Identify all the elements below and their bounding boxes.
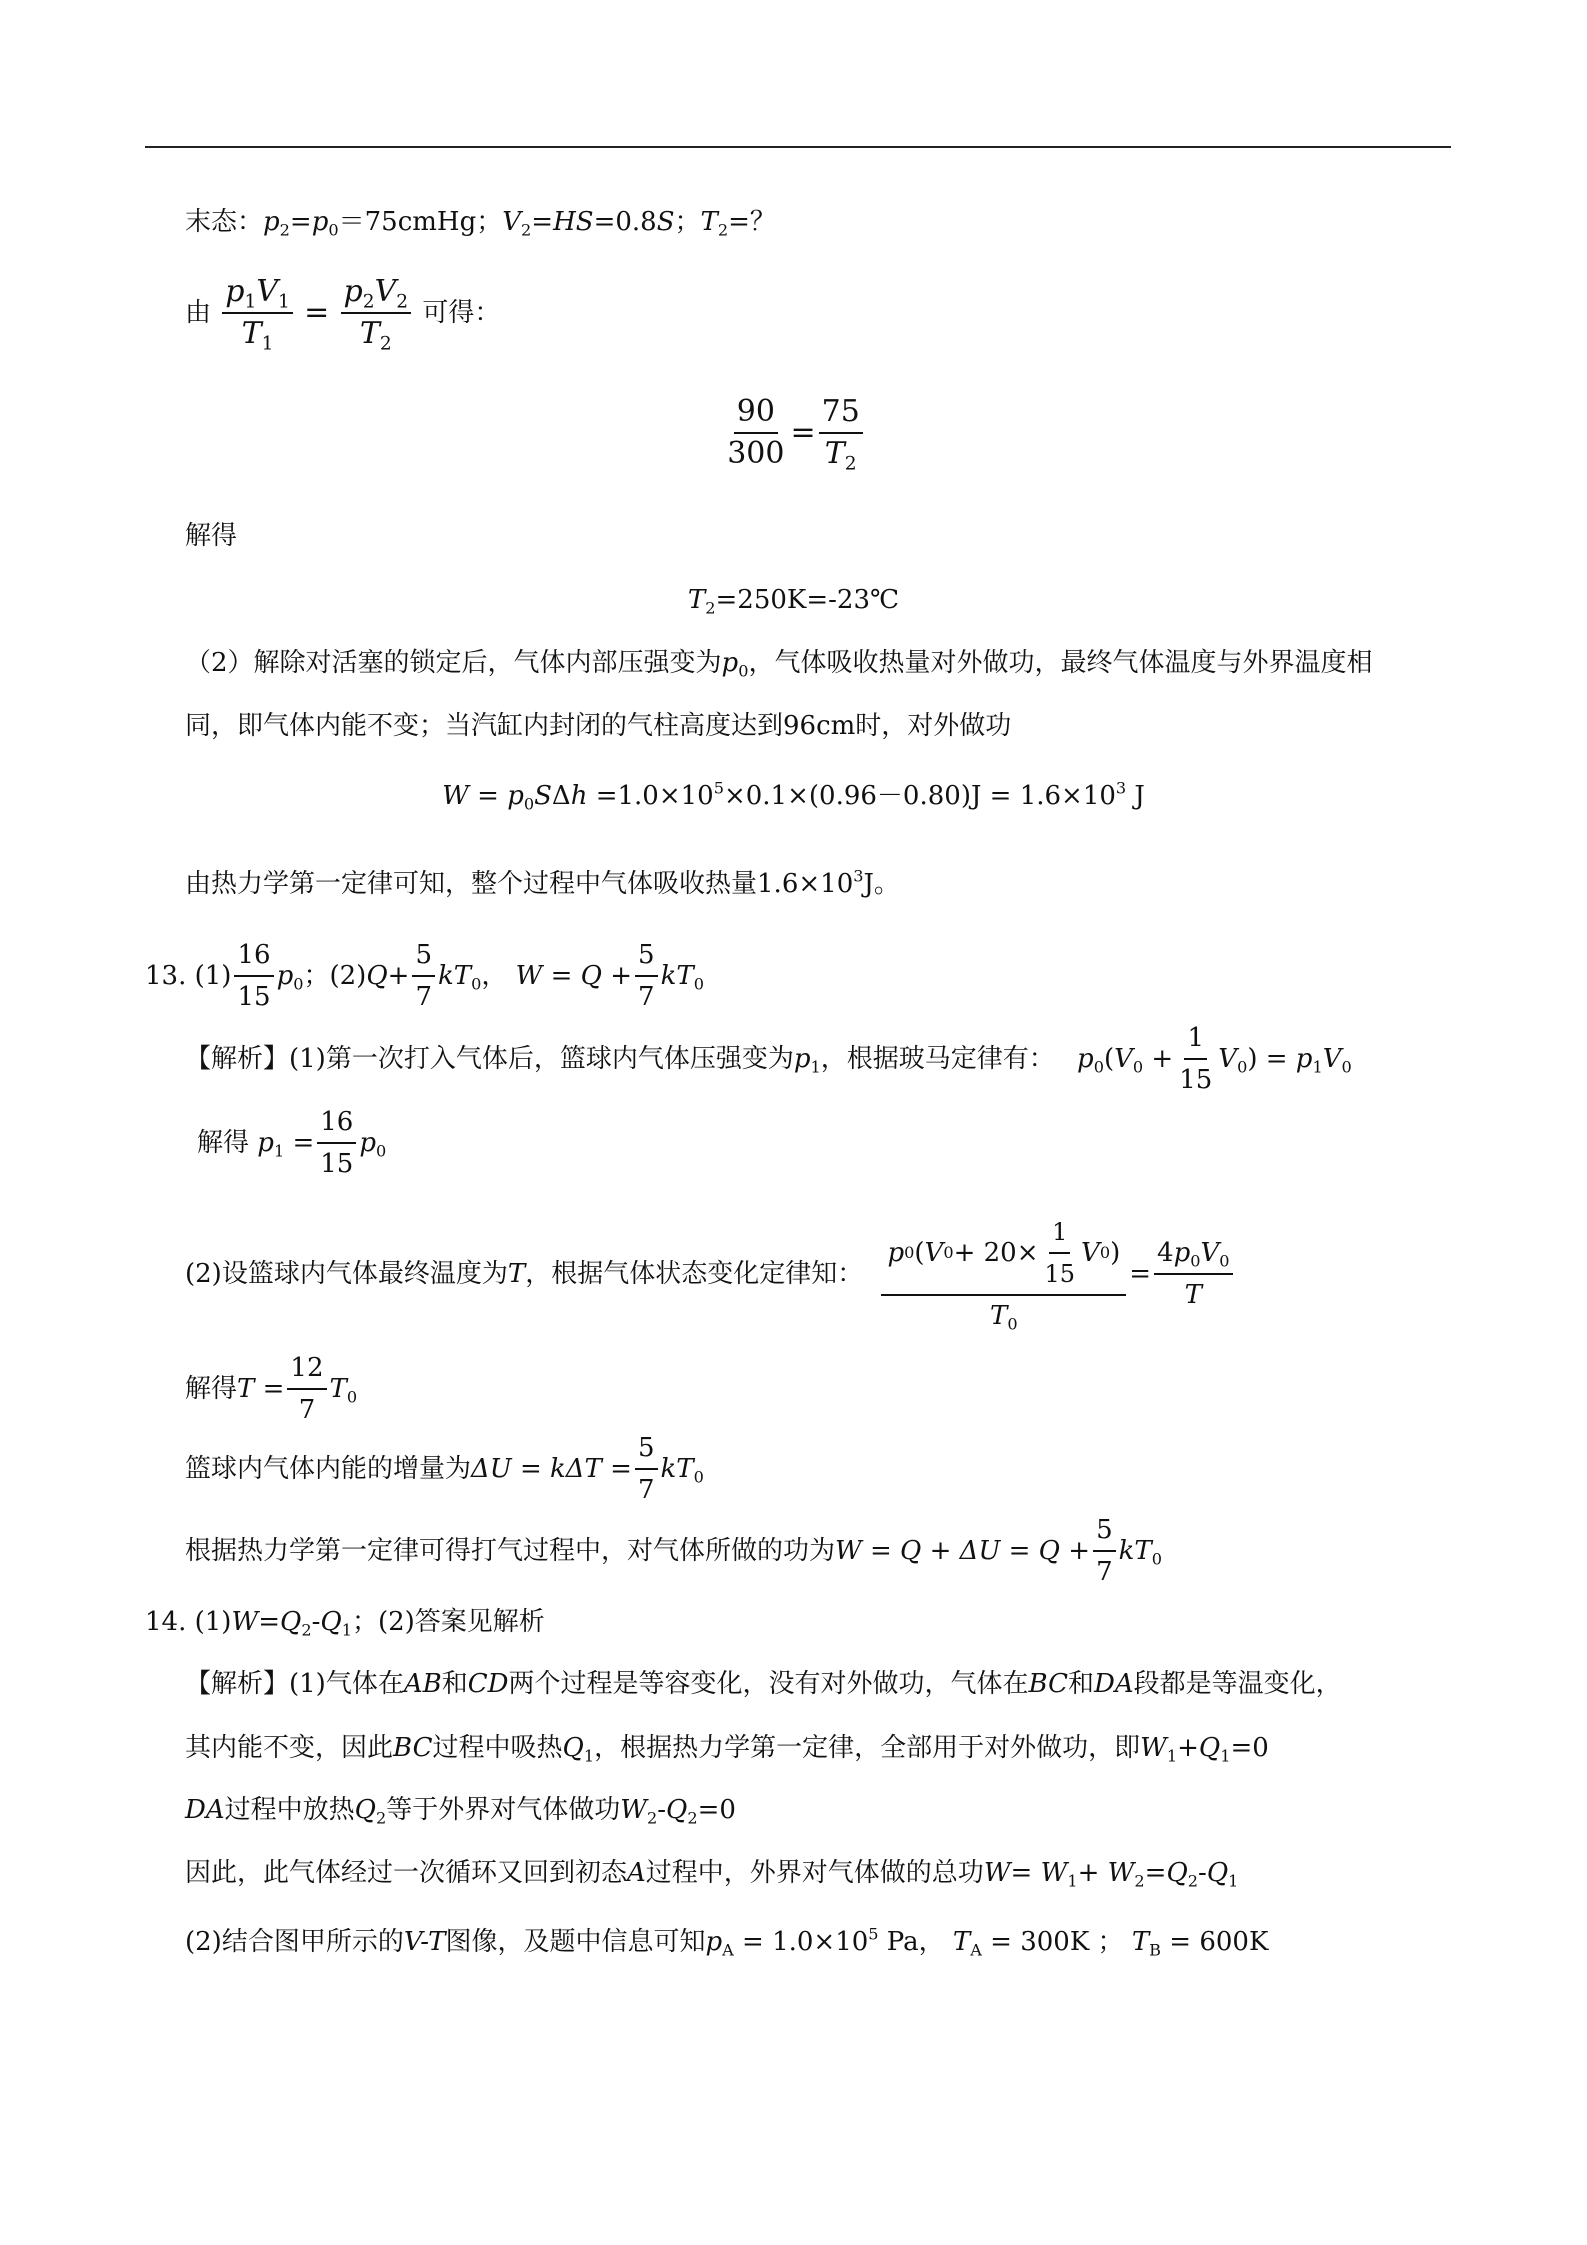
fraction: $\frac{p_2V_2}{T_2}$ (341, 272, 412, 354)
part2-line1: （2）解除对活塞的锁定后，气体内部压强变为$p_0$，气体吸收热量对外做功，最终气体温度与外界温度相 (185, 648, 1373, 681)
equation-90-300: $\frac{90}{300}$ = $\frac{75}{T_2}$ (0, 392, 1587, 474)
q13-answer: 13. (1) $\frac{16}{15}$ $p_0$；(2)Q+ $\frac{5}{7}$ $kT_0$， W = Q + $\frac{5}{7}$ $kT_0$ (145, 935, 704, 1017)
q14-analysis-1: 【解析】(1)气体在AB和CD两个过程是等容变化，没有对外做功，气体在BC和DA段都是等温变化， (185, 1669, 1342, 1699)
part2-line2: 同，即气体内能不变；当汽缸内封闭的气柱高度达到96cm时，对外做功 (185, 711, 1012, 741)
q14-answer: 14. $(1)W=Q_2-Q_1$；(2)答案见解析 (145, 1607, 545, 1640)
solve-label: 解得 (185, 521, 238, 551)
t2-result: $T_2=250K=-23℃$ (687, 585, 900, 618)
first-law-conclusion: 由热力学第一定律可知，整个过程中气体吸收热量$1.6\times 10^3J$。 (185, 866, 900, 899)
q13-p1-result: 解得 $p_1$ = $\frac{16}{15}$ $p_0$ (197, 1102, 386, 1184)
q13-T-result: 解得T = $\frac{12}{7}$ $T_0$ (185, 1348, 357, 1430)
q14-analysis-4: 因此，此气体经过一次循环又回到初态A过程中，外界对气体做的总功$W= W_1+ W_2=Q_2-Q_1$ (185, 1858, 1239, 1891)
q13-analysis-2: (2)设篮球内气体最终温度为T，根据气体状态变化定律知： p 0 ( V 0 + 20× $\frac{1}{15}$ V 0 ) $T_0$ = $\frac{4p_0V_0}{T}$ (185, 1212, 1236, 1336)
q13-work: 根据热力学第一定律可得打气过程中，对气体所做的功为W = Q + ΔU = Q + $\frac{5}{7}$ $kT_0$ (185, 1510, 1162, 1592)
q14-analysis-5: (2)结合图甲所示的V-T图像，及题中信息可知$p_A = 1.0\times 10^5$ Pa， $T_A = 300K$ ； $T_B = 600K$ (185, 1924, 1269, 1960)
work-equation: $W = p_0S\Delta h =1.0\times 10^5\times 0.1\times(0.96-0.80)J = 1.6\times 10^3$ J (442, 778, 1145, 814)
q13-analysis-1: 【解析】(1)第一次打入气体后，篮球内气体压强变为$p_1$，根据玻马定律有： $p_0(V_0$ + $\frac{1}{15}$ $V_0) = p_1V_0$ (185, 1018, 1352, 1100)
q14-analysis-2: 其内能不变，因此BC过程中吸热$Q_1$，根据热力学第一定律，全部用于对外做功，即$W_1+Q_1=0$ (185, 1733, 1269, 1766)
fraction: $\frac{p_1V_1}{T_1}$ (222, 272, 293, 354)
header-rule (145, 146, 1451, 148)
q14-analysis-3: DA过程中放热$Q_2$等于外界对气体做功$W_2-Q_2=0$ (185, 1795, 736, 1828)
gas-law-line: 由 $\frac{p_1V_1}{T_1}$ = $\frac{p_2V_2}{T_2}$ 可得： (185, 274, 501, 355)
q13-internal-energy: 篮球内气体内能的增量为ΔU = kΔT = $\frac{5}{7}$ $kT_0$ (185, 1428, 704, 1510)
end-state-line: 末态：$p_2=p_0=75cmHg$；$V_2=HS=0.8S$；$T_2=$？ (185, 207, 776, 240)
